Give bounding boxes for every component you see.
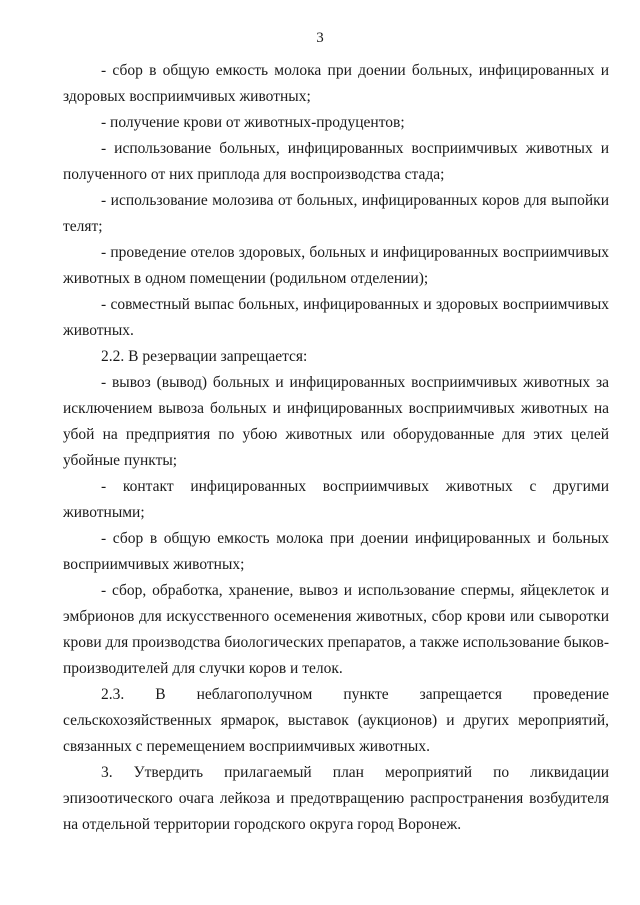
- paragraph-joint-grazing: - совместный выпас больных, инфицированных и здоровых восприимчивых животных.: [63, 296, 609, 339]
- paragraph-milk-collection-sick-healthy: - сбор в общую емкость молока при доении больных, инфицированных и здоровых восприимчивых животных;: [63, 62, 609, 105]
- paragraph-blood-from-producers: - получение крови от животных-продуцентов;: [101, 114, 405, 131]
- section-heading-2-2: 2.2. В резервации запрещается:: [101, 348, 308, 365]
- paragraph-contact-with-other-animals: - контакт инфицированных восприимчивых животных с другими животными;: [63, 478, 609, 521]
- paragraph-calving-same-room: - проведение отелов здоровых, больных и инфицированных восприимчивых животных в одном помещении (родильном отделении);: [63, 244, 609, 287]
- paragraph-sperm-embryos-blood: - сбор, обработка, хранение, вывоз и использование спермы, яйцеклеток и эмбрионов для искусственного осеменения животных, сбор крови или сыворотки крови для производства биологических препаратов, а также использование быков-производителей для случки коров и телок.: [63, 582, 609, 677]
- paragraph-use-for-reproduction: - использование больных, инфицированных восприимчивых животных и полученного от них приплода для воспроизводства стада;: [63, 140, 609, 183]
- paragraph-export-animals: - вывоз (вывод) больных и инфицированных восприимчивых животных за исключением вывоза больных и инфицированных восприимчивых животных на убой на предприятия по убою животных или оборудованные для этих целей убойные пункты;: [63, 374, 609, 469]
- document-body: [63, 58, 609, 838]
- paragraph-colostrum-for-calves: - использование молозива от больных, инфицированных коров для выпойки телят;: [63, 192, 609, 235]
- section-2-3-fairs-prohibited: 2.3. В неблагополучном пункте запрещается проведение сельскохозяйственных ярмарок, выставок (аукционов) и других мероприятий, связанных с перемещением восприимчивых животных.: [63, 686, 609, 755]
- section-3-approve-plan: 3. Утвердить прилагаемый план мероприятий по ликвидации эпизоотического очага лейкоза и предотвращению распространения возбудителя на отдельной территории городского округа город Воронеж.: [63, 764, 609, 833]
- page-number: 3: [316, 30, 324, 46]
- paragraph-milk-collection-infected: - сбор в общую емкость молока при доении инфицированных и больных восприимчивых животных;: [63, 530, 609, 573]
